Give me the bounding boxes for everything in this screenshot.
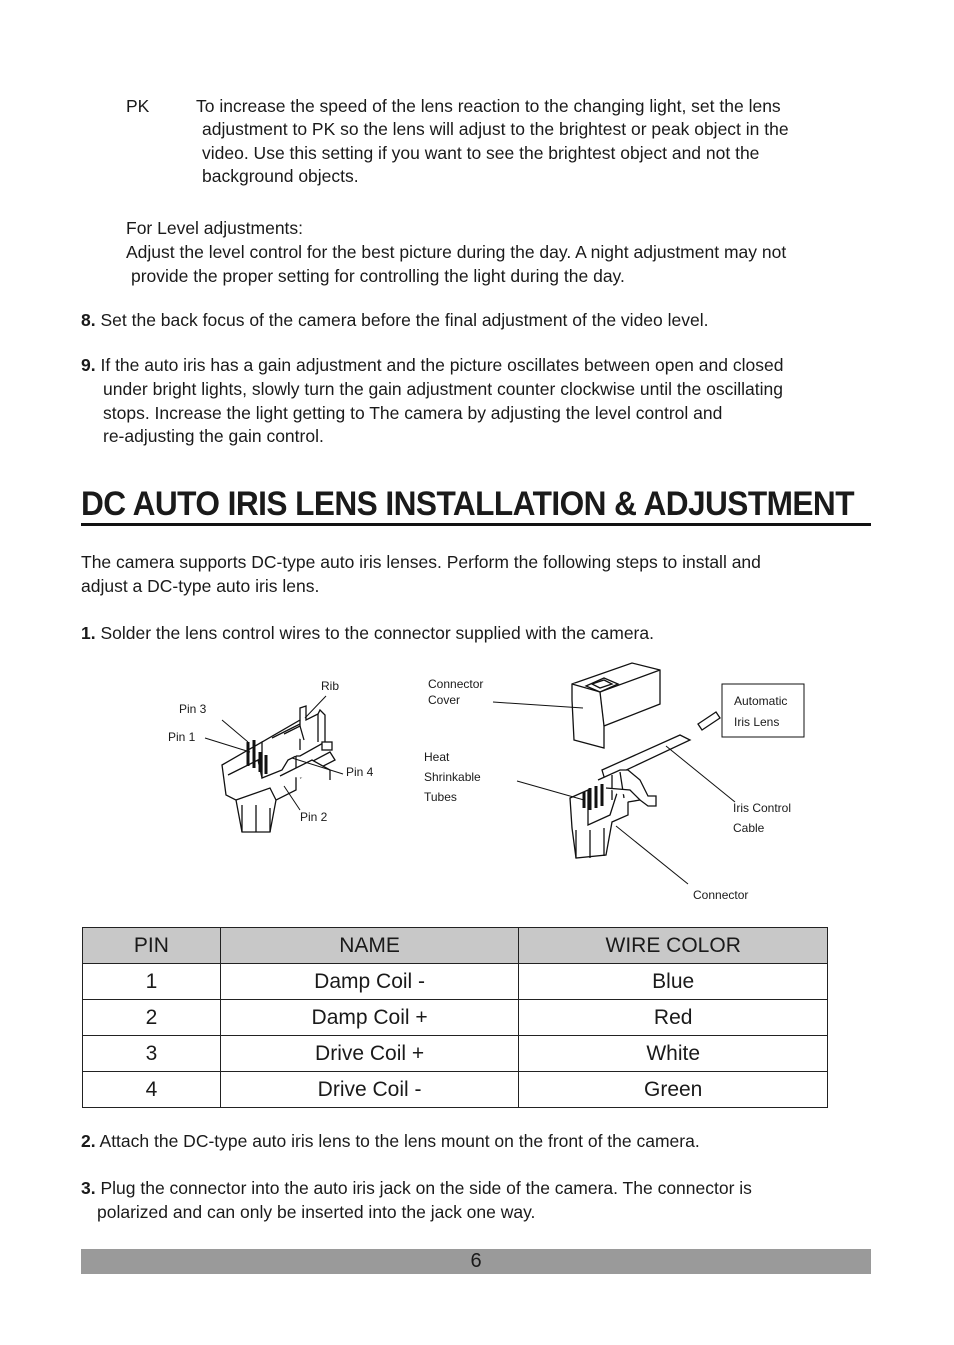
- cell-color: Red: [519, 1000, 828, 1036]
- pk-term: PK: [126, 96, 150, 116]
- label-pin-3: Pin 3: [179, 702, 207, 716]
- step-3-number: 3.: [81, 1178, 96, 1198]
- intro-line-2: adjust a DC-type auto iris lens.: [81, 576, 320, 596]
- label-iris-cable-2: Cable: [733, 821, 765, 835]
- page-footer: [81, 1249, 871, 1274]
- cell-name: Drive Coil +: [220, 1036, 519, 1072]
- step-2: [81, 1129, 700, 1153]
- label-pin-4: Pin 4: [346, 765, 374, 779]
- pk-line-2: adjustment to PK so the lens will adjust to the brightest or peak object in the: [202, 119, 789, 139]
- step-9-number: 9.: [81, 355, 96, 375]
- cell-name: Drive Coil -: [220, 1072, 519, 1108]
- pk-line-3: video. Use this setting if you want to see the brightest object and not the: [202, 143, 760, 163]
- step-2-number: 2.: [81, 1131, 96, 1151]
- label-connector-cover-2: Cover: [428, 693, 461, 707]
- header-name: NAME: [220, 928, 519, 964]
- right-connector-drawing: [570, 735, 690, 858]
- iris-lens-cable-end: [698, 712, 720, 730]
- label-pin-1: Pin 1: [168, 730, 196, 744]
- level-heading: For Level adjustments:: [126, 218, 304, 238]
- label-heat-2: Shrinkable: [424, 770, 481, 784]
- level-line-2: provide the proper setting for controlling the light during the day.: [131, 266, 625, 286]
- level-line-1: Adjust the level control for the best picture during the day. A night adjustment may not: [126, 242, 787, 262]
- table-row: [83, 1072, 828, 1108]
- connector-cover-drawing: [572, 663, 660, 748]
- step-8-text: Set the back focus of the camera before the final adjustment of the video level.: [100, 310, 709, 330]
- step-1-number: 1.: [81, 623, 96, 643]
- cell-name: Damp Coil -: [220, 964, 519, 1000]
- header-wire-color: WIRE COLOR: [519, 928, 828, 964]
- cell-color: Green: [519, 1072, 828, 1108]
- step-9-line-2: under bright lights, slowly turn the gain adjustment counter clockwise until the oscillating: [103, 379, 783, 399]
- table-row: [83, 1000, 828, 1036]
- label-heat-1: Heat: [424, 750, 450, 764]
- pk-line-1: To increase the speed of the lens reaction to the changing light, set the lens: [196, 96, 781, 116]
- pin-table: [82, 927, 828, 1108]
- label-iris-cable-1: Iris Control: [733, 801, 792, 815]
- step-3: [81, 1176, 752, 1200]
- label-connector: Connector: [693, 888, 749, 902]
- table-row: [83, 964, 828, 1000]
- table-row: [83, 1036, 828, 1072]
- step-2-text: Attach the DC-type auto iris lens to the lens mount on the front of the camera.: [99, 1131, 700, 1151]
- step-9-line-1: If the auto iris has a gain adjustment and the picture oscillates between open and closed: [100, 355, 784, 375]
- table-header-row: [83, 928, 828, 964]
- label-auto-iris-2: Iris Lens: [734, 715, 780, 729]
- step-1-text: Solder the lens control wires to the connector supplied with the camera.: [100, 623, 654, 643]
- cell-pin: 3: [83, 1036, 221, 1072]
- cell-pin: 1: [83, 964, 221, 1000]
- cell-color: White: [519, 1036, 828, 1072]
- step-3-line-1: Plug the connector into the auto iris jack on the side of the camera. The connector is: [100, 1178, 752, 1198]
- label-heat-3: Tubes: [424, 790, 457, 804]
- pk-line-4: background objects.: [202, 166, 359, 186]
- cell-pin: 4: [83, 1072, 221, 1108]
- intro-line-1: The camera supports DC-type auto iris lenses. Perform the following steps to install and: [81, 552, 761, 572]
- cell-pin: 2: [83, 1000, 221, 1036]
- step-3-line-2: polarized and can only be inserted into the jack one way.: [97, 1202, 536, 1222]
- step-9-line-3: stops. Increase the light getting to The camera by adjusting the level control and: [103, 403, 723, 423]
- right-leader-lines: [493, 684, 804, 884]
- label-rib: Rib: [321, 679, 340, 693]
- section-title: DC AUTO IRIS LENS INSTALLATION & ADJUSTMENT: [81, 485, 854, 523]
- page-number: 6: [470, 1250, 482, 1272]
- header-pin: PIN: [83, 928, 221, 964]
- cell-name: Damp Coil +: [220, 1000, 519, 1036]
- step-8-number: 8.: [81, 310, 96, 330]
- label-connector-cover-1: Connector: [428, 677, 484, 691]
- label-pin-2: Pin 2: [300, 810, 328, 824]
- cell-color: Blue: [519, 964, 828, 1000]
- step-9-line-4: re-adjusting the gain control.: [103, 426, 324, 446]
- label-auto-iris-1: Automatic: [734, 694, 788, 708]
